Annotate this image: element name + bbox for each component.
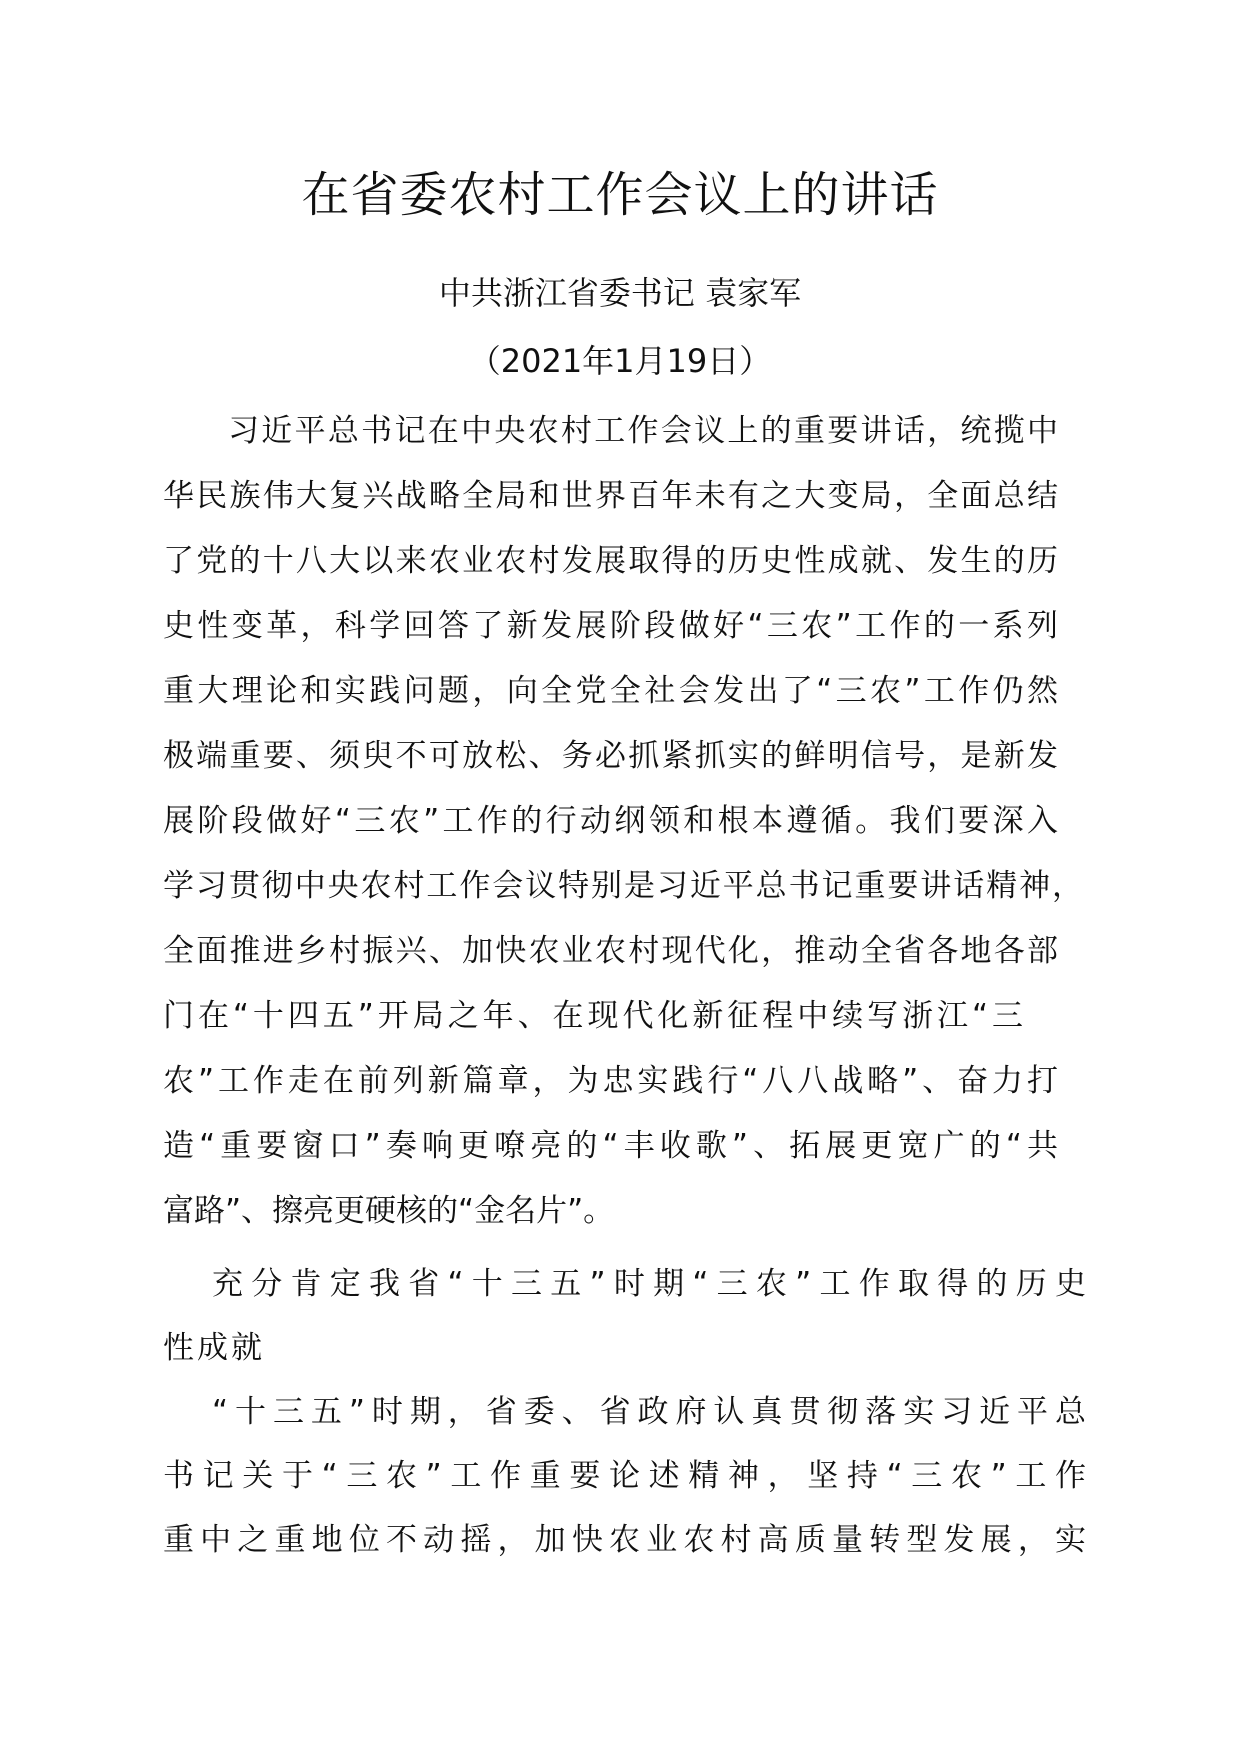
paragraph1-line: 富路”、擦亮更硬核的“金名片”。 — [163, 1193, 615, 1229]
paragraph2-line: 重中之重地位不动摇，加快农业农村高质量转型发展，实 — [163, 1522, 1086, 1558]
paragraph1-line: 农”工作走在前列新篇章，为忠实践行“八八战略”、奋力打 — [163, 1063, 1058, 1099]
paragraph1-line: 史性变革，科学回答了新发展阶段做好“三农”工作的一系列 — [163, 608, 1058, 644]
paragraph1-line: 华民族伟大复兴战略全局和世界百年未有之大变局，全面总结 — [163, 478, 1058, 514]
paragraph1-line: 习近平总书记在中央农村工作会议上的重要讲话，统揽中 — [228, 413, 1058, 449]
paragraph1-line: 学习贯彻中央农村工作会议特别是习近平总书记重要讲话精神， — [163, 868, 1083, 904]
paragraph1-line: 展阶段做好“三农”工作的行动纲领和根本遵循。我们要深入 — [163, 803, 1058, 839]
paragraph2-line: “十三五”时期，省委、省政府认真贯彻落实习近平总 — [212, 1394, 1086, 1430]
paragraph1-line: 门在“十四五”开局之年、在现代化新征程中续写浙江“三 — [163, 998, 1023, 1034]
paragraph1-line: 极端重要、须臾不可放松、务必抓紧抓实的鲜明信号，是新发 — [163, 738, 1058, 774]
paragraph1-line: 造“重要窗口”奏响更嘹亮的“丰收歌”、拓展更宽广的“共 — [163, 1128, 1058, 1164]
paragraph1-line: 重大理论和实践问题，向全党全社会发出了“三农”工作仍然 — [163, 673, 1058, 709]
document-title: 在省委农村工作会议上的讲话 — [301, 167, 939, 223]
section-heading-line: 充分肯定我省“十三五”时期“三农”工作取得的历史 — [212, 1266, 1086, 1302]
section-heading-line: 性成就 — [163, 1330, 265, 1366]
paragraph2-line: 书记关于“三农”工作重要论述精神，坚持“三农”工作 — [163, 1458, 1086, 1494]
paragraph1-line: 全面推进乡村振兴、加快农业农村现代化，推动全省各地各部 — [163, 933, 1058, 969]
date-line: （2021年1月19日） — [468, 342, 772, 380]
paragraph1-line: 了党的十八大以来农业农村发展取得的历史性成就、发生的历 — [163, 543, 1058, 579]
author-line: 中共浙江省委书记 袁家军 — [438, 274, 802, 312]
